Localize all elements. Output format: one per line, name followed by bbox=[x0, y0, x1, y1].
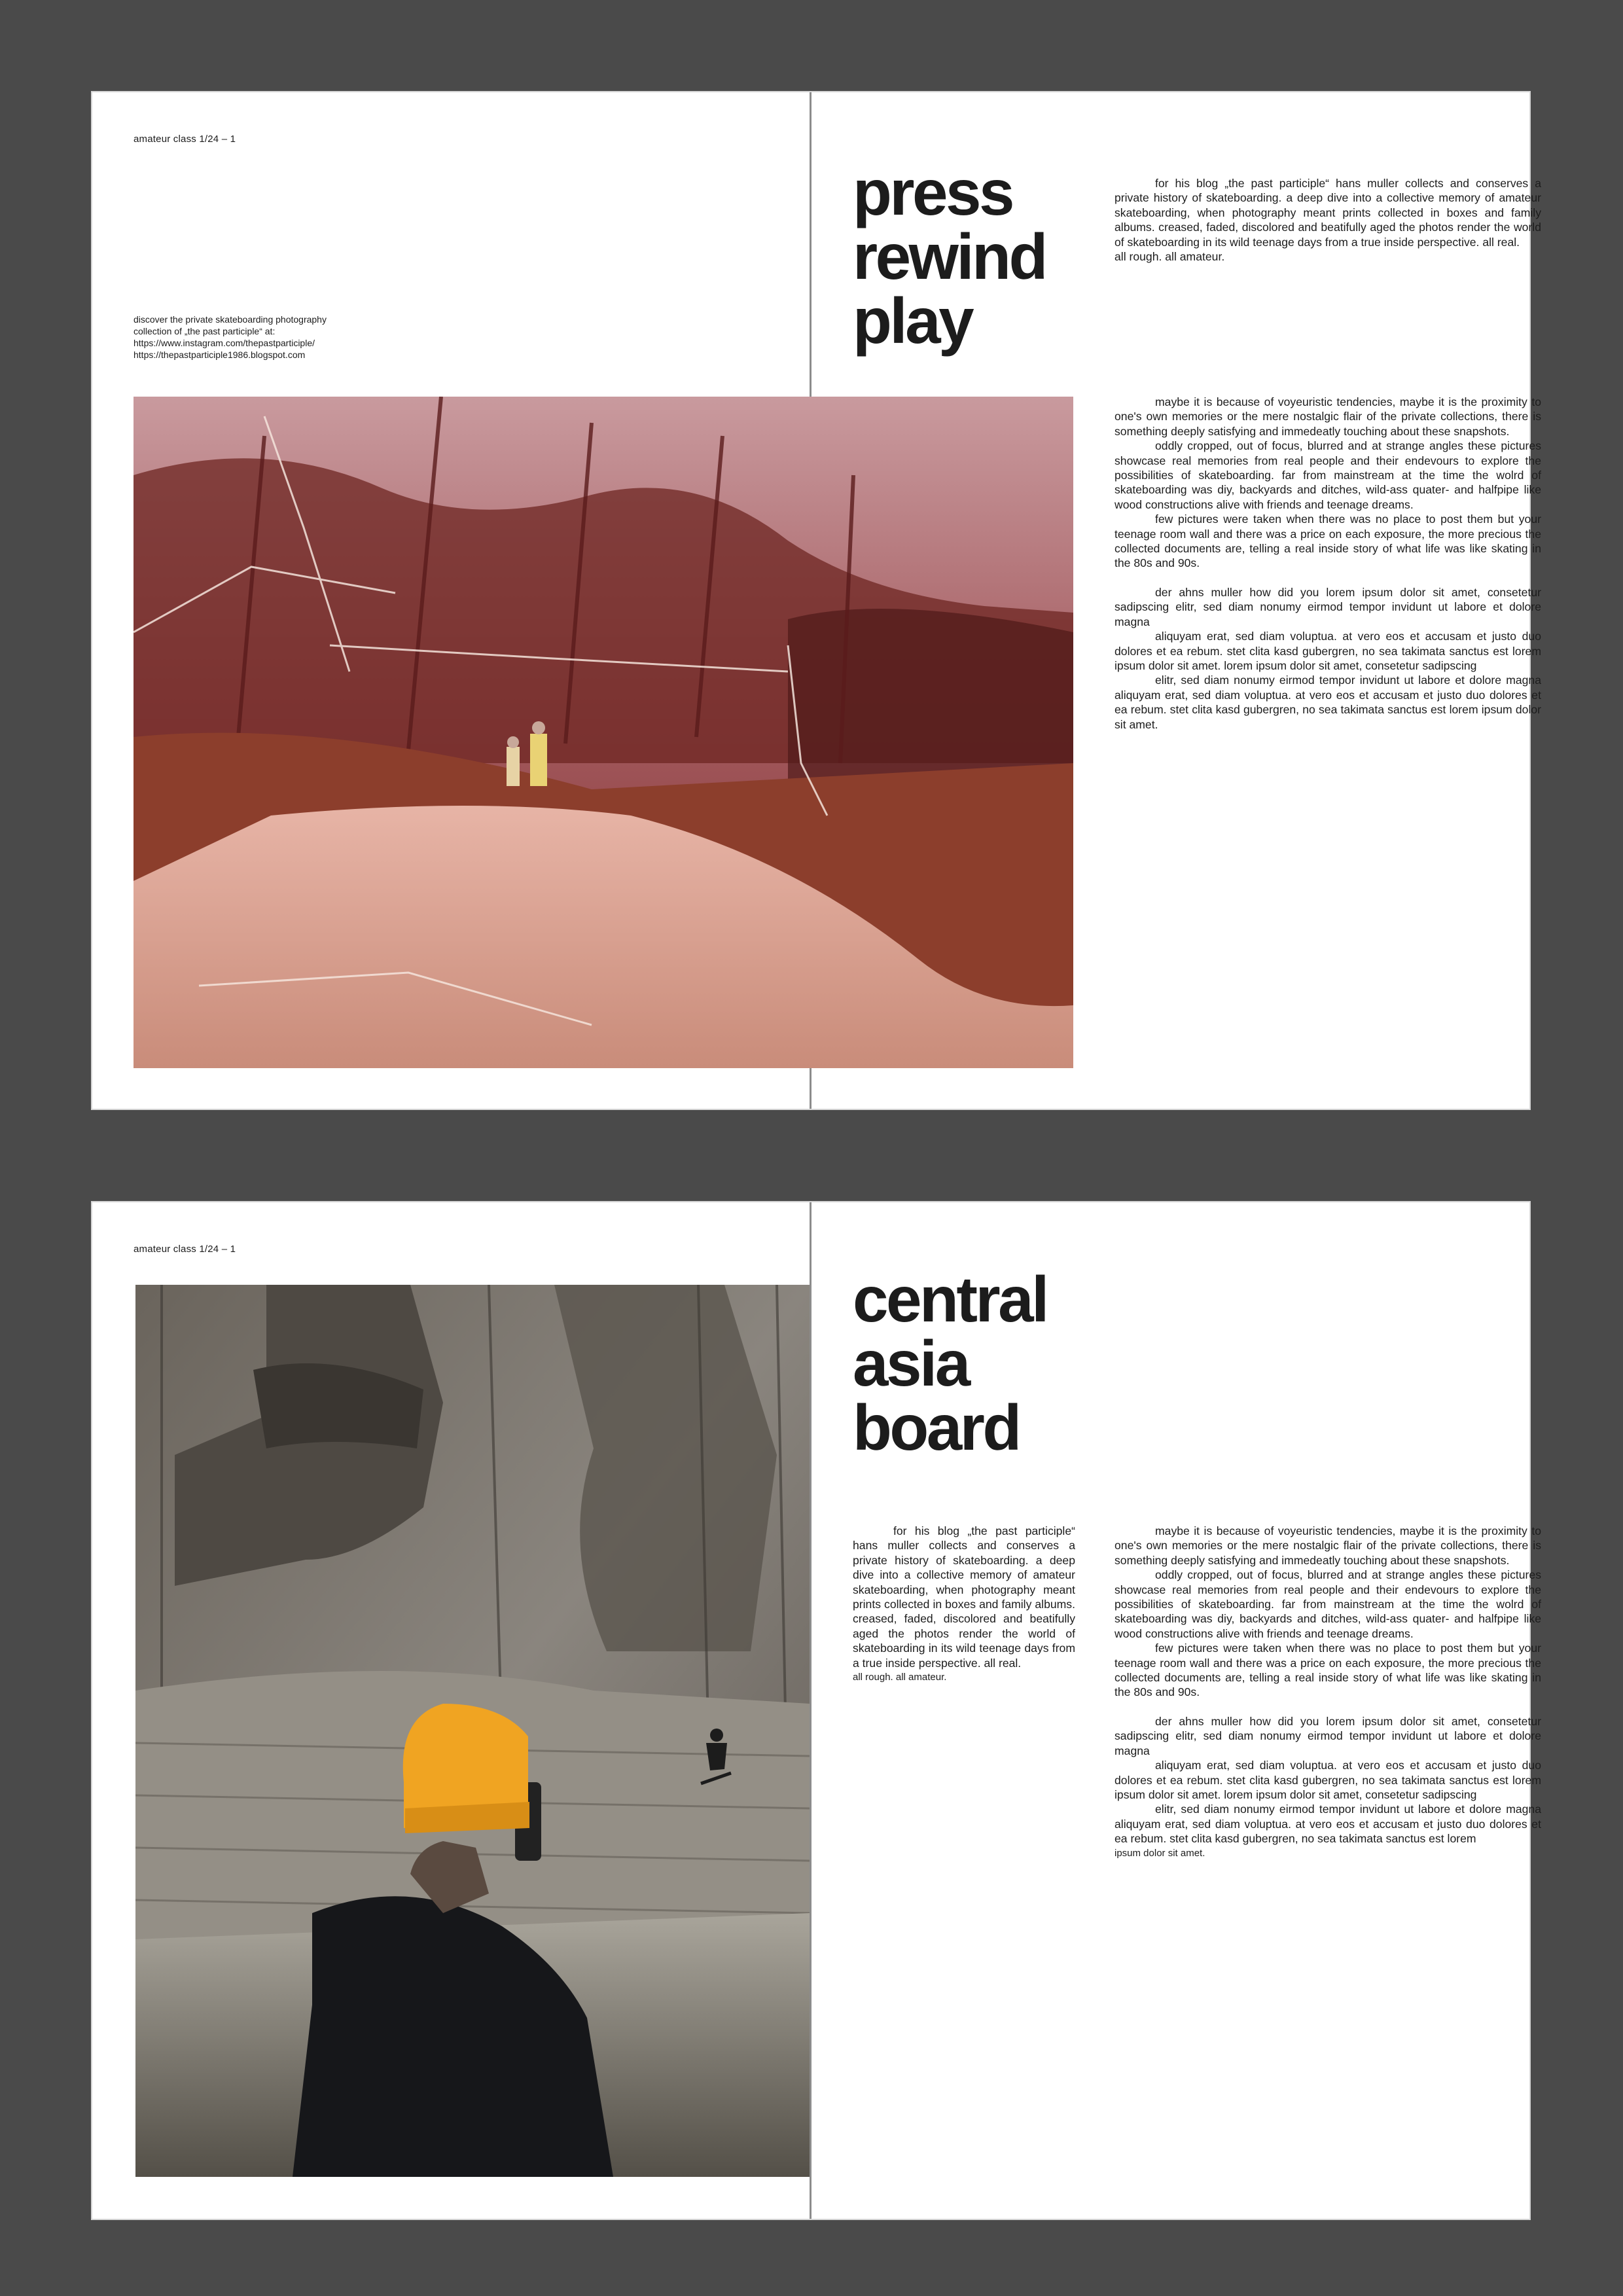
spread-press-rewind-play bbox=[92, 92, 1541, 1109]
body-text bbox=[1115, 1524, 1541, 1861]
intro-paragraph: for his blog „the past participle“ hans muller collects and conserves a private history of skateboarding. a deep dive into a collective memory of amateur skateboarding, when photography meant prints collected in boxes and family albums. creased, faded, discolored and beatifully aged the photos render the world of skateboarding in its wild teenage days from a true inside perspective. all real. bbox=[853, 1524, 1075, 1670]
intro-tail: all rough. all amateur. bbox=[853, 1672, 947, 1683]
intro-text bbox=[853, 1524, 1075, 1685]
headline-line: play bbox=[853, 285, 972, 357]
headline-line: central bbox=[853, 1263, 1047, 1335]
skate-ditch-photo bbox=[134, 397, 1073, 1068]
headline-line: board bbox=[853, 1391, 1020, 1463]
intro-paragraph: for his blog „the past participle“ hans muller collects and conserves a private history of skateboarding. a deep dive into a collective memory of amateur skateboarding, when photography meant prints collected in boxes and family albums. creased, faded, discolored and beatifully aged the photos render the world of skateboarding in its wild teenage days from a true inside perspective. all real. bbox=[1115, 177, 1541, 249]
body-paragraph: der ahns muller how did you lorem ipsum dolor sit amet, consetetur sadipscing elitr, sed diam nonumy eirmod tempor invidunt ut labore et dolore magna bbox=[1115, 585, 1541, 628]
body-paragraph: few pictures were taken when there was no place to post them but your teenage room wall and there was a price on each exposure, the more precious the collected documents are, telling a real inside story of what life was like skating in the 80s and 90s. bbox=[1115, 512, 1541, 570]
blog-link[interactable]: https://thepastparticiple1986.blogspot.com bbox=[134, 350, 306, 360]
body-paragraph: elitr, sed diam nonumy eirmod tempor invidunt ut labore et dolore magna aliquyam erat, sed diam voluptua. at vero eos et accusam et justo duo dolores et ea rebum. stet clita kasd gubergren, no sea takimata sanctus est lorem ipsum dolor sit amet. bbox=[1115, 673, 1541, 731]
links-line: discover the private skateboarding photography bbox=[134, 314, 327, 325]
body-paragraph: elitr, sed diam nonumy eirmod tempor invidunt ut labore et dolore magna aliquyam erat, sed diam voluptua. at vero eos et accusam et justo duo dolores et ea rebum. stet clita kasd gubergren, no sea takimata sanctus est lorem bbox=[1115, 1803, 1541, 1846]
folio: amateur class 1/24 – 1 bbox=[134, 134, 236, 145]
headline-line: asia bbox=[853, 1327, 969, 1399]
body-paragraph: aliquyam erat, sed diam voluptua. at vero eos et accusam et justo duo dolores et ea rebum. stet clita kasd gubergren, no sea takimata sanctus est lorem ipsum dolor sit amet. lorem ipsum dolor sit amet, consetetur sadipscing bbox=[1115, 1759, 1541, 1801]
headline-line: press bbox=[853, 156, 1013, 228]
body-paragraph: oddly cropped, out of focus, blurred and at strange angles these pictures showcase real memories from real people and their endevours to explore the possibilities of skateboarding. far from mainstream at the time the wolrd of skateboarding was diy, backyards and ditches, wild-ass quater- and halfpipe like wood constructions alive with friends and teenage dreams. bbox=[1115, 1568, 1541, 1640]
body-paragraph: maybe it is because of voyeuristic tendencies, maybe it is the proximity to one's own memories or the mere nostalgic flair of the private collections, there is something deeply satisfying and immedeatly touching about these snapshots. bbox=[1115, 1524, 1541, 1567]
headline bbox=[853, 156, 1115, 357]
links-line: collection of „the past participle“ at: bbox=[134, 326, 276, 336]
headline-line: rewind bbox=[853, 221, 1046, 293]
spread-central-asia-board bbox=[92, 1202, 1541, 2219]
intro-text bbox=[1115, 176, 1541, 264]
instagram-link[interactable]: https://www.instagram.com/thepastparticiple/ bbox=[134, 338, 315, 348]
collection-links bbox=[134, 314, 369, 361]
spine-fold bbox=[810, 1202, 812, 2219]
headline bbox=[853, 1263, 1115, 1463]
body-paragraph: few pictures were taken when there was no place to post them but your teenage room wall and there was a price on each exposure, the more precious the collected documents are, telling a real inside story of what life was like skating in the 80s and 90s. bbox=[1115, 1641, 1541, 1699]
body-text bbox=[1115, 395, 1541, 732]
folio: amateur class 1/24 – 1 bbox=[134, 1244, 236, 1255]
intro-tail: all rough. all amateur. bbox=[1115, 250, 1225, 264]
body-paragraph: aliquyam erat, sed diam voluptua. at vero eos et accusam et justo duo dolores et ea rebum. stet clita kasd gubergren, no sea takimata sanctus est lorem ipsum dolor sit amet. lorem ipsum dolor sit amet, consetetur sadipscing bbox=[1115, 630, 1541, 672]
body-paragraph: der ahns muller how did you lorem ipsum dolor sit amet, consetetur sadipscing elitr, sed diam nonumy eirmod tempor invidunt ut labore et dolore magna bbox=[1115, 1714, 1541, 1757]
body-tail: ipsum dolor sit amet. bbox=[1115, 1847, 1205, 1859]
body-paragraph: maybe it is because of voyeuristic tendencies, maybe it is the proximity to one's own memories or the mere nostalgic flair of the private collections, there is something deeply satisfying and immedeatly touching about these snapshots. bbox=[1115, 395, 1541, 438]
monument-photographer-photo bbox=[135, 1285, 810, 2177]
body-paragraph: oddly cropped, out of focus, blurred and at strange angles these pictures showcase real memories from real people and their endevours to explore the possibilities of skateboarding. far from mainstream at the time the wolrd of skateboarding was diy, backyards and ditches, wild-ass quater- and halfpipe like wood constructions alive with friends and teenage dreams. bbox=[1115, 439, 1541, 511]
